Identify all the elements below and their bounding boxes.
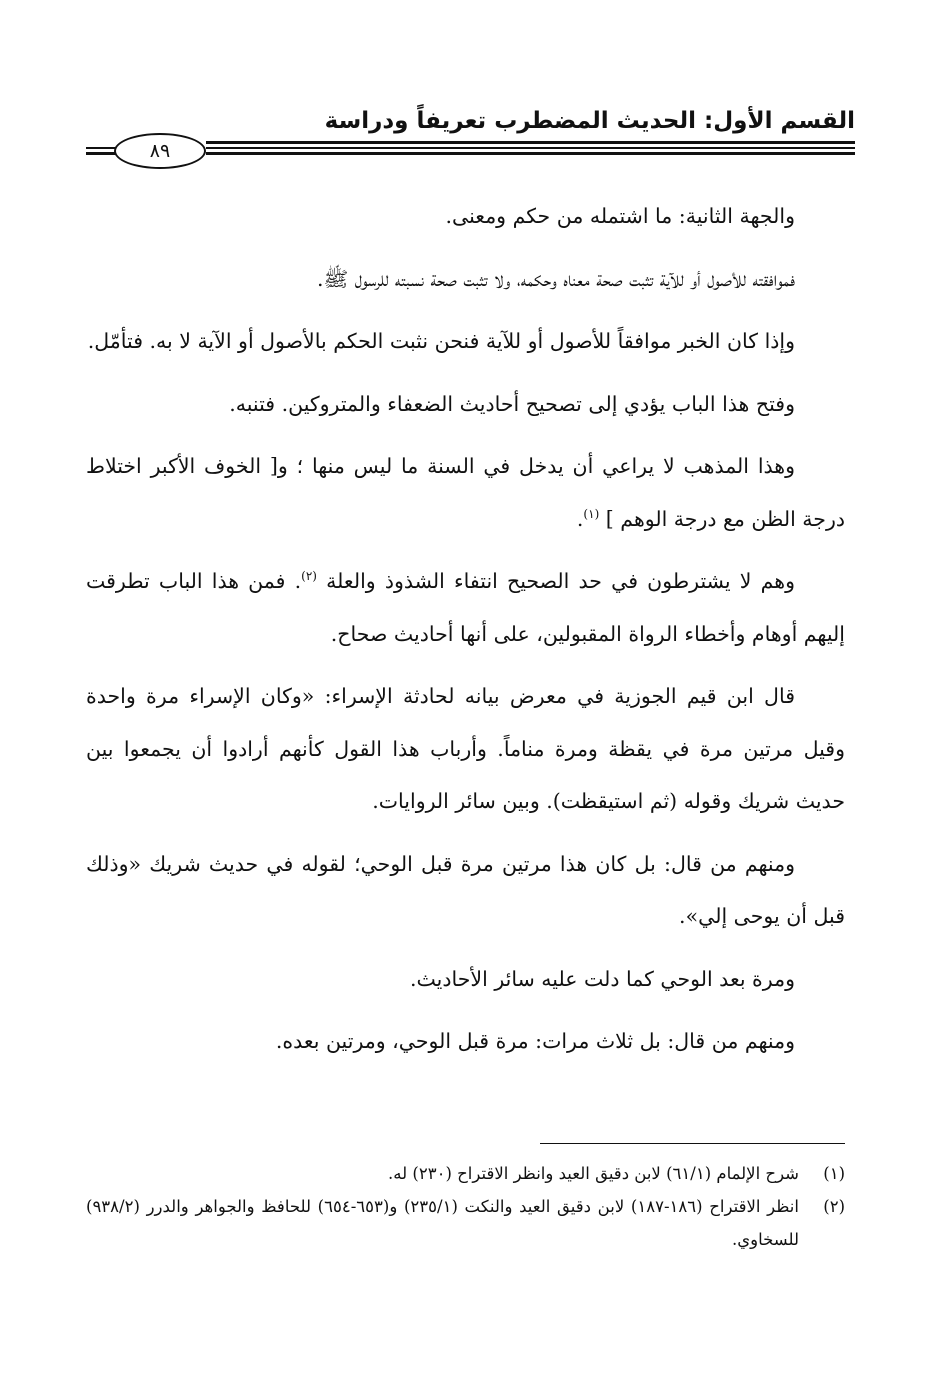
paragraph: والجهة الثانية: ما اشتمله من حكم ومعنى. [445, 204, 795, 228]
page-number-text: ٨٩ [149, 140, 171, 162]
paragraph-text: وهذا المذهب لا يراعي أن يدخل في السنة ما ليس منها ؛ و[ الخوف الأكبر اختلاط درجة الظن مع درجة الوهم ] [86, 454, 845, 531]
header-rule [206, 147, 855, 149]
footnote-item [86, 1157, 845, 1190]
paragraph: ومنهم من قال: بل ثلاث مرات: مرة قبل الوحي، ومرتين بعده. [275, 1029, 795, 1053]
footnote-separator [540, 1143, 845, 1144]
paragraph [86, 440, 845, 545]
footnote-number: (٢) [823, 1197, 845, 1216]
footnote-item [86, 1190, 845, 1256]
footnote-reference: (١) [583, 506, 600, 521]
punctuation: . [294, 569, 302, 593]
paragraph: فموافقته للأصول أو للآية تثبت صحة معناه وحكمه، ولا تثبت صحة نسبته للرسول ﷺ. [317, 266, 795, 291]
paragraph: ومرة بعد الوحي كما دلت عليه سائر الأحاديث. [410, 966, 795, 991]
footnotes [86, 1157, 845, 1256]
footnote-text: انظر الاقتراح (١٨٦-١٨٧) لابن دقيق العيد والنكت (٢٣٥/١) و(٦٥٣-٦٥٤) للحافظ والجواهر والدرر (٩٣٨/٢) للسخاوي. [86, 1197, 799, 1249]
main-text [86, 190, 845, 1078]
paragraph: وفتح هذا الباب يؤدي إلى تصحيح أحاديث الضعفاء والمتروكين. فتنبه. [229, 391, 795, 416]
paragraph: قال ابن قيم الجوزية في معرض بيانه لحادثة الإسراء: «وكان الإسراء مرة واحدة وقيل مرتين مرة في يقظة ومرة مناماً. وأرباب هذا القول كأنهم أرادوا أن يجمعوا بين حديث شريك وقوله (ثم استيقظت). وبين سائر الروايات. [86, 684, 845, 813]
punctuation: . [576, 506, 584, 531]
paragraph [86, 555, 845, 660]
paragraph-text: فمن هذا الباب تطرقت إليهم أوهام وأخطاء الرواة المقبولين، على أنها أحاديث صحاح. [86, 569, 845, 646]
paragraph: وإذا كان الخبر موافقاً للأصول أو للآية فنحن نثبت الحكم بالأصول أو الآية لا به. فتأمّل. [87, 329, 795, 353]
running-header-title: القسم الأول: الحديث المضطرب تعريفاً ودراسة [324, 108, 855, 134]
header-rule [206, 141, 855, 144]
footnote-number: (١) [823, 1164, 845, 1183]
header-rule [206, 152, 855, 155]
paragraph: ومنهم من قال: بل كان هذا مرتين مرة قبل الوحي؛ لقوله في حديث شريك «وذلك قبل أن يوحى إلي». [86, 851, 845, 928]
paragraph-text: وهم لا يشترطون في حد الصحيح انتفاء الشذوذ والعلة [326, 569, 795, 593]
page-number [114, 133, 206, 169]
footnote-reference: (٢) [301, 569, 317, 584]
header-rule [86, 152, 116, 155]
footnote-text: شرح الإلمام (٦١/١) لابن دقيق العيد وانظر الاقتراح (٢٣٠) له. [388, 1164, 799, 1183]
header-rule [86, 147, 116, 149]
